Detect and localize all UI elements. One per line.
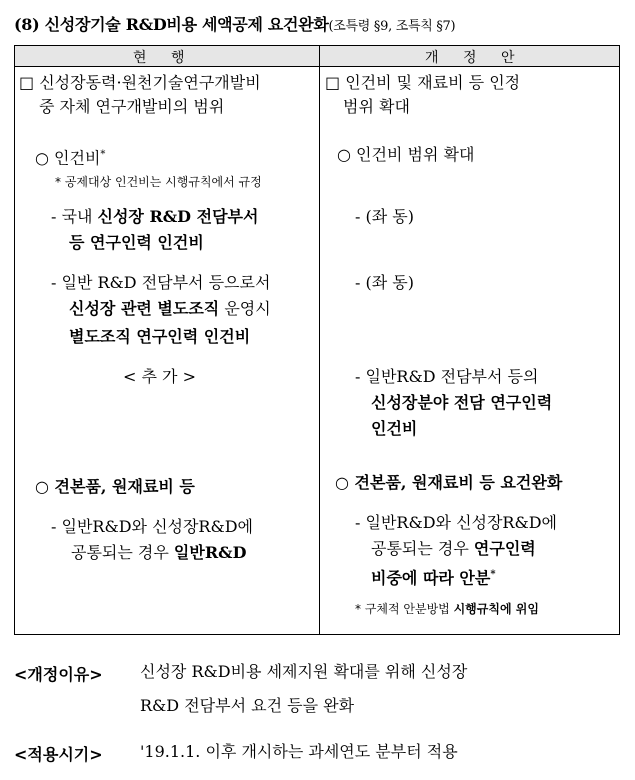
title-main: (8) 신성장기술 R&D비용 세액공제 요건완화 [14,15,329,34]
left-added-marker: < 추 가 > [123,367,196,386]
section-title [14,12,455,35]
header-current: 현 행 [133,50,195,66]
right-general-line-3: 인건비 [371,419,418,438]
reason-line-2: R&D 전담부서 요건 등을 완화 [140,696,355,715]
header-revised: 개 정 안 [425,50,525,66]
left-labor-note: * 공제대상 인건비는 시행규칙에서 규정 [55,175,262,189]
left-general-line-1: - 일반 R&D 전담부서 등으로서 [51,273,271,292]
reason-line-1: 신성장 R&D비용 세제지원 확대를 위해 신성장 [140,662,468,681]
right-samples-note: * 구체적 안분방법 시행규칙에 위임 [355,602,539,616]
right-samples-line-3: 비중에 따라 안분* [371,568,496,588]
right-samples-line-1: - 일반R&D와 신성장R&D에 [355,513,558,532]
left-samples-line-1: - 일반R&D와 신성장R&D에 [51,517,254,536]
comparison-table [14,45,620,635]
left-samples-heading: ○ 견본품, 원재료비 등 [35,477,195,496]
left-general-line-3: 별도조직 연구인력 인건비 [69,327,251,346]
right-box-heading-2: 범위 확대 [343,97,410,116]
left-box-heading-2: 중 자체 연구개발비의 범위 [39,97,225,116]
left-domestic-line-2: 등 연구인력 인건비 [69,233,204,252]
title-ref: (조특령 §9, 조특칙 §7) [328,19,456,34]
right-labor-expand: ○ 인건비 범위 확대 [337,145,475,164]
table-header [15,46,619,67]
column-divider [319,46,320,634]
right-samples-heading: ○ 견본품, 원재료비 등 요건완화 [335,473,563,492]
right-same-2: - (좌 동) [355,273,414,292]
left-general-line-2: 신성장 관련 별도조직 운영시 [69,299,271,318]
right-general-line-2: 신성장분야 전담 연구인력 [371,393,553,412]
right-samples-line-2: 공통되는 경우 연구인력 [371,539,536,558]
right-general-line-1: - 일반R&D 전담부서 등의 [355,367,539,386]
left-box-heading-1: □ 신성장동력·원천기술연구개발비 [19,73,261,92]
apply-label: <적용시기> [14,745,103,764]
left-domestic-line-1: - 국내 신성장 R&D 전담부서 [51,207,259,226]
right-box-heading-1: □ 인건비 및 재료비 등 인정 [325,73,521,92]
right-same-1: - (좌 동) [355,207,414,226]
left-samples-line-2: 공통되는 경우 일반R&D [71,543,247,562]
left-labor-cost: ○ 인건비* [35,148,106,168]
reason-label: <개정이유> [14,665,103,684]
apply-text: '19.1.1. 이후 개시하는 과세연도 분부터 적용 [140,742,458,761]
